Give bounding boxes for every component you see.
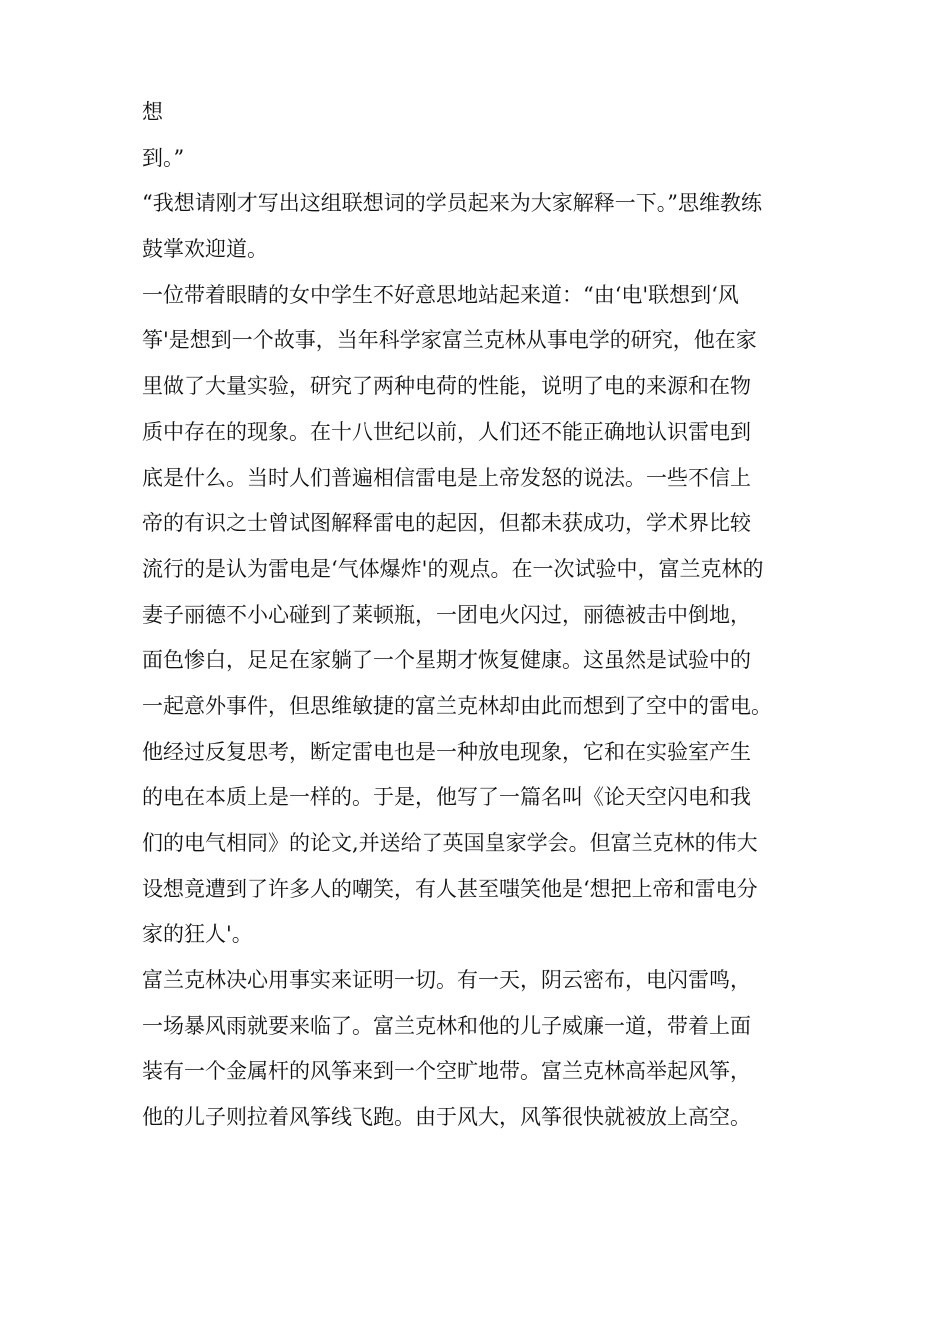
text-line: 一起意外事件，但思维敏捷的富兰克林却由此而想到了空中的雷电。 bbox=[142, 693, 772, 718]
text-line: 鼓掌欢迎道。 bbox=[142, 237, 268, 262]
text-line: 质中存在的现象。在十八世纪以前，人们还不能正确地认识雷电到 bbox=[142, 419, 751, 444]
text-line: 富兰克林决心用事实来证明一切。有一天，阴云密布，电闪雷鸣， bbox=[142, 968, 751, 993]
text-line: 里做了大量实验，研究了两种电荷的性能，说明了电的来源和在物 bbox=[142, 374, 751, 399]
text-line: 筝'是想到一个故事，当年科学家富兰克林从事电学的研究，他在家 bbox=[142, 328, 757, 353]
text-line: “我想请刚才写出这组联想词的学员起来为大家解释一下。”思维教练 bbox=[142, 191, 762, 216]
text-line: 帝的有识之士曾试图解释雷电的起因，但都未获成功，学术界比较 bbox=[142, 511, 751, 536]
text-line: 他经过反复思考，断定雷电也是一种放电现象，它和在实验室产生 bbox=[142, 739, 751, 764]
text-line: 一场暴风雨就要来临了。富兰克林和他的儿子威廉一道，带着上面 bbox=[142, 1013, 751, 1038]
text-line: 流行的是认为雷电是‘气体爆炸'的观点。在一次试验中，富兰克林的 bbox=[142, 556, 764, 581]
text-line: 们的电气相同》的论文,并送给了英国皇家学会。但富兰克林的伟大 bbox=[142, 831, 758, 855]
text-line: 他的儿子则拉着风筝线飞跑。由于风大，风筝很快就被放上高空。 bbox=[142, 1105, 751, 1130]
text-line: 妻子丽德不小心碰到了莱顿瓶，一团电火闪过，丽德被击中倒地， bbox=[142, 602, 751, 627]
text-line: 面色惨白，足足在家躺了一个星期才恢复健康。这虽然是试验中的 bbox=[142, 648, 751, 673]
text-line: 想 bbox=[142, 100, 163, 124]
text-line: 装有一个金属杆的风筝来到一个空旷地带。富兰克林高举起风筝， bbox=[142, 1059, 751, 1084]
text-line: 底是什么。当时人们普遍相信雷电是上帝发怒的说法。一些不信上 bbox=[142, 465, 751, 490]
body-text bbox=[142, 90, 842, 1141]
text-line: 的电在本质上是一样的。于是，他写了一篇名叫《论天空闪电和我 bbox=[142, 785, 751, 810]
text-line: 到。” bbox=[142, 145, 185, 170]
text-line: 家的狂人'。 bbox=[142, 922, 253, 947]
text-line: 一位带着眼睛的女中学生不好意思地站起来道：“由‘电'联想到‘风 bbox=[142, 282, 739, 307]
text-line: 设想竟遭到了许多人的嘲笑，有人甚至嗤笑他是‘想把上帝和雷电分 bbox=[142, 876, 758, 901]
